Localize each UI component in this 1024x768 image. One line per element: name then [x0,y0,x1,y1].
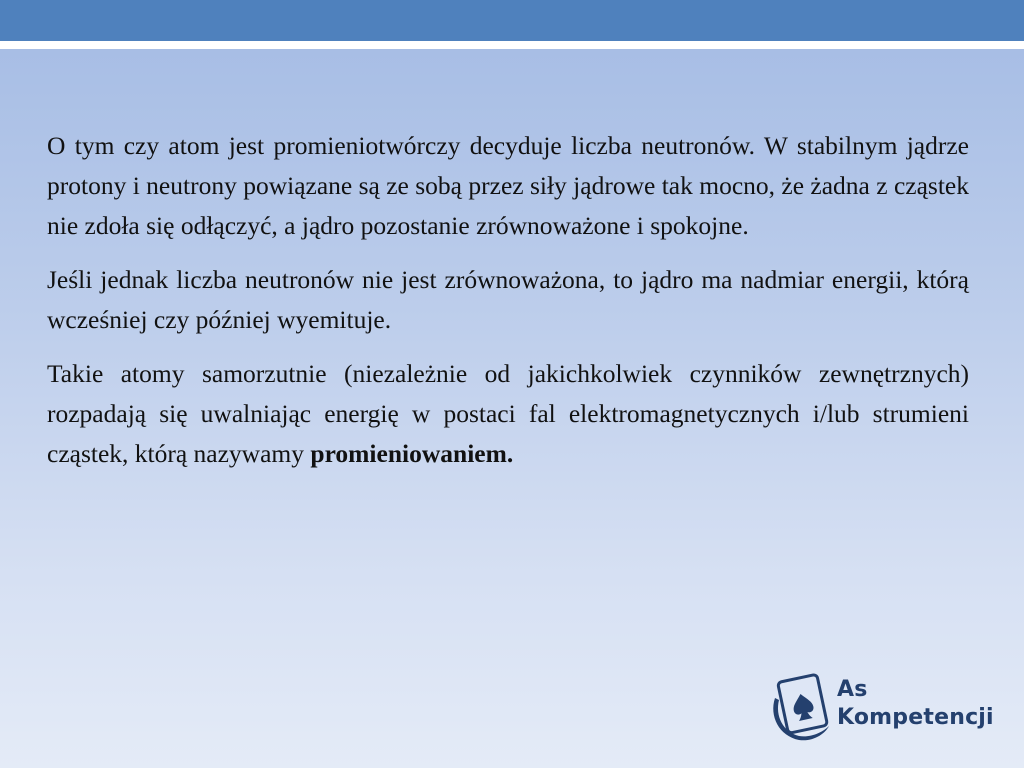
spade-card-icon [769,668,835,744]
slide-body [47,126,969,488]
logo-wordmark [837,676,994,732]
paragraph-3-bold-term: promieniowaniem. [310,439,514,468]
logo-line-1: As [837,677,868,702]
logo-line-2: Kompetencji [837,705,994,730]
paragraph-2: Jeśli jednak liczba neutronów nie jest zrównoważona, to jądro ma nadmiar energii, którą wcześniej czy później wyemituje. [47,265,969,334]
header-stripe [0,41,1024,49]
paragraph-3-text: Takie atomy samorzutnie (niezależnie od jakichkolwiek czynników zewnętrznych) rozpadają się uwalniając energię w postaci fal elektromagnetycznych i/lub strumieni cząstek, którą nazywamy [47,359,969,468]
paragraph-1: O tym czy atom jest promieniotwórczy decyduje liczba neutronów. W stabilnym jądrze protony i neutrony powiązane są ze sobą przez siły jądrowe tak mocno, że żadna z cząstek nie zdoła się odłączyć, a jądro pozostanie zrównoważone i spokojne. [47,131,969,240]
paragraph-3 [47,354,969,474]
header-bar [0,0,1024,41]
as-kompetencji-logo [769,668,999,748]
